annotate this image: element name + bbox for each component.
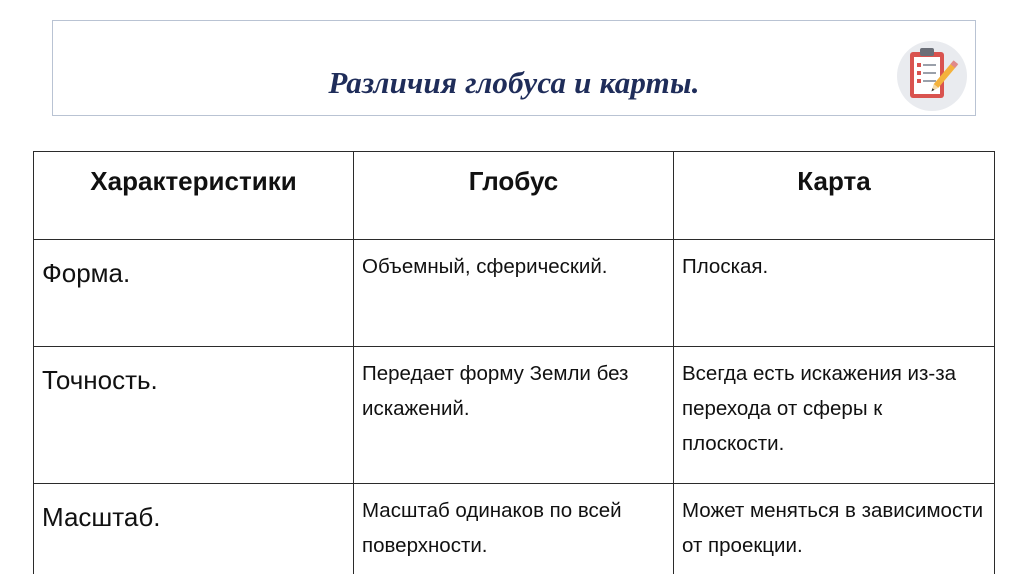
slide-title: Различия глобуса и карты. (328, 65, 700, 100)
row-label-shape: Форма. (34, 240, 354, 347)
comparison-table (33, 151, 995, 574)
title-box (52, 20, 976, 116)
row-label-accuracy: Точность. (34, 347, 354, 484)
table-row (34, 484, 995, 574)
map-scale-cell: Может меняться в зависимости от проекции. (674, 484, 995, 574)
header-globe: Глобус (354, 152, 674, 240)
row-label-scale: Масштаб. (34, 484, 354, 574)
table-row (34, 240, 995, 347)
table-row (34, 347, 995, 484)
header-map: Карта (674, 152, 995, 240)
globe-shape-cell: Объемный, сферический. (354, 240, 674, 347)
map-shape-cell: Плоская. (674, 240, 995, 347)
header-characteristics: Характеристики (34, 152, 354, 240)
table-header-row (34, 152, 995, 240)
globe-scale-cell: Масштаб одинаков по всей поверхности. (354, 484, 674, 574)
map-accuracy-cell: Всегда есть искажения из-за перехода от сферы к плоскости. (674, 347, 995, 484)
globe-accuracy-cell: Передает форму Земли без искажений. (354, 347, 674, 484)
clipboard-checklist-icon (892, 40, 972, 112)
